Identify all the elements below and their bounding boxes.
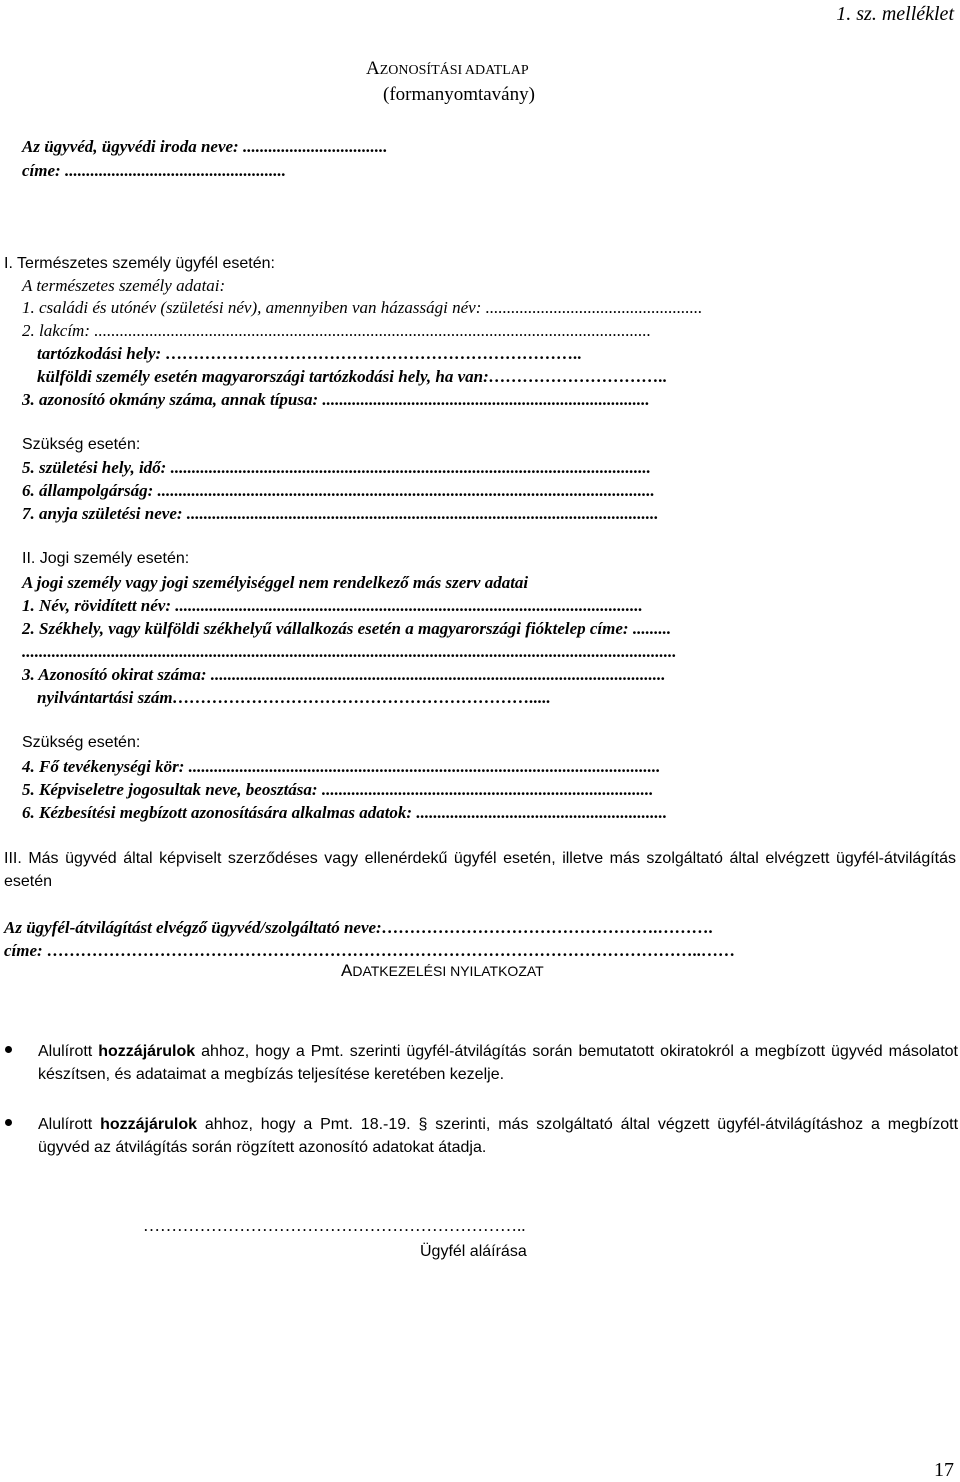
form-subtitle: (formanyomtavány) [383,84,535,105]
checker-name-field: Az ügyfél-átvilágítást elvégző ügyvéd/szolgáltató neve:………………………………………….………. [4,918,714,937]
section1-item2: 2. lakcím: ................................................................................................................................... [22,321,651,340]
section1-item5: 5. születési hely, idő: ................................................................................................................. [22,458,651,477]
signature-line: ………………………………………………………….. [143,1216,526,1235]
data-statement-title: ADATKEZELÉSI NYILATKOZAT [341,961,544,980]
bullet-icon [5,1046,12,1053]
section2-item2: 2. Székhely, vagy külföldi székhelyű vállalkozás esetén a magyarországi fióktelep címe: ......... [22,619,672,638]
section2-heading: II. Jogi személy esetén: [22,550,190,567]
bullet-icon [5,1119,12,1126]
section2-item3b: nyilvántartási szám………………………………………………………..... [37,688,551,707]
section1-heading: I. Természetes személy ügyfél esetén: [4,255,275,272]
section1-if-needed: Szükség esetén: [22,436,141,453]
section1-item6: 6. állampolgárság: ..................................................................................................................... [22,481,655,500]
section1-item1: 1. családi és utónév (születési név), amennyiben van házassági név: ................................................... [22,298,703,317]
consent-paragraph-1: Alulírott hozzájárulok ahhoz, hogy a Pmt. szerinti ügyfél-átvilágítás során bemutatott okiratokról a megbízott ügyvéd másolatot készítsen, és adataimat a megbízás teljesítése keretében kezelje. [38,1043,958,1083]
annex-label: 1. sz. melléklet [836,3,954,25]
signature-label: Ügyfél aláírása [420,1243,527,1260]
checker-address-field: címe: ……………………………………………………………………………………………………..…… [4,941,736,960]
section2-item5: 5. Képviseletre jogosultak neve, beosztása: .............................................................................. [22,780,654,799]
section1-item7: 7. anyja születési neve: ............................................................................................................... [22,504,659,523]
section3-text: III. Más ügyvéd által képviselt szerződéses vagy ellenérdekű ügyfél esetén, illetve más szolgáltató által elvégzett ügyfél-átvilágítás esetén [4,850,956,890]
section2-subheading: A jogi személy vagy jogi személyiséggel nem rendelkező más szerv adatai [22,573,529,592]
lawyer-name-field: Az ügyvéd, ügyvédi iroda neve: .................................. [22,137,388,156]
section1-item2b: tartózkodási hely: ……………………………………………………………….. [37,344,582,363]
section2-item1: 1. Név, rövidített név: .............................................................................................................. [22,596,643,615]
section2-item2-continuation: .......................................................................................................................................................... [22,642,677,661]
section2-item4: 4. Fő tevékenységi kör: ............................................................................................................... [22,757,661,776]
section1-subheading: A természetes személy adatai: [22,276,226,295]
section2-if-needed: Szükség esetén: [22,734,141,751]
section1-item3: 3. azonosító okmány száma, annak típusa: ............................................................................. [22,390,650,409]
consent-paragraph-2: Alulírott hozzájárulok ahhoz, hogy a Pmt. 18.-19. § szerinti, más szolgáltató által végzett ügyfél-átvilágításhoz a megbízott ügyvéd az átvilágítás során rögzített azonosító adatokat átadja. [38,1116,959,1156]
page-number: 17 [934,1459,954,1481]
section1-item2c: külföldi személy esetén magyarországi tartózkodási hely, ha van:………………………….. [37,367,668,386]
section2-item3: 3. Azonosító okirat száma: ........................................................................................................... [22,665,666,684]
section2-item6: 6. Kézbesítési megbízott azonosítására alkalmas adatok: ........................................................... [22,803,668,822]
lawyer-address-field: címe: .................................................... [22,161,286,180]
form-title: AZONOSÍTÁSI ADATLAP [366,58,529,79]
